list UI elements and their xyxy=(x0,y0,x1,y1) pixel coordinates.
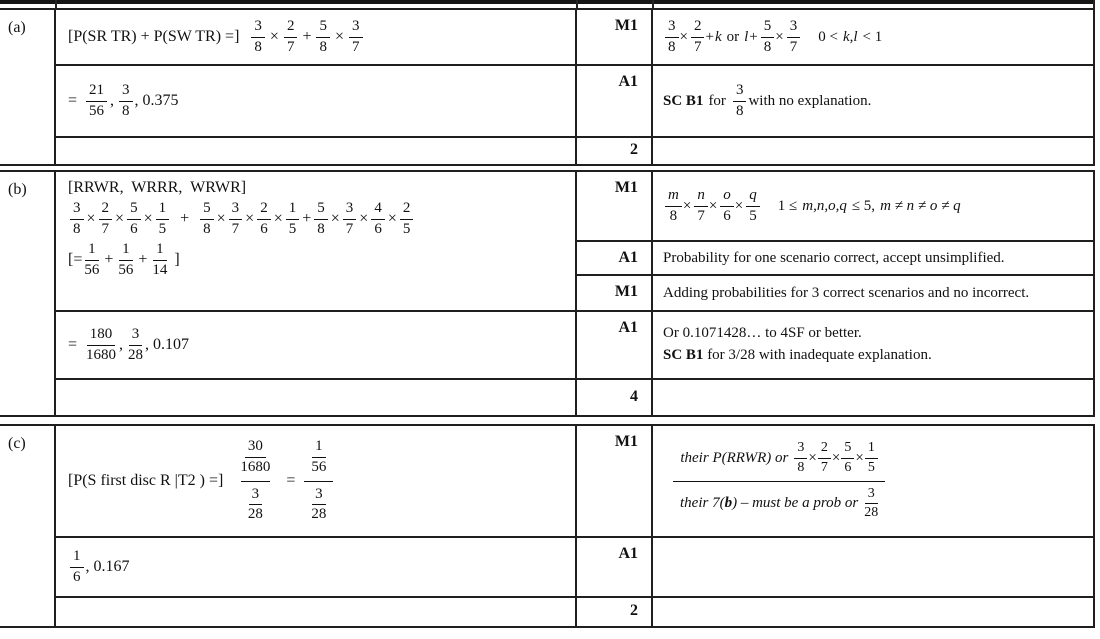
condition-text: < 1 xyxy=(862,28,883,45)
comment-lines xyxy=(663,323,932,367)
fraction xyxy=(794,441,807,476)
column-line-stub xyxy=(576,0,578,8)
numerator: 3 xyxy=(129,327,143,346)
fraction xyxy=(314,201,328,238)
big-fraction xyxy=(233,439,277,524)
working-prefix: [P(S first disc R |T2 ) =] xyxy=(68,472,224,489)
plus-operator: + xyxy=(104,251,114,269)
mark-cell: A1 xyxy=(577,310,653,378)
fraction xyxy=(733,83,747,120)
denominator: 8 xyxy=(763,38,772,55)
times-operator: × xyxy=(682,197,692,214)
condition-text: 0 < xyxy=(818,28,838,45)
variable-k: k xyxy=(714,28,722,45)
part-label-a: (a) xyxy=(0,10,56,164)
fraction xyxy=(349,19,363,56)
numerator: o xyxy=(720,188,734,207)
times-operator: × xyxy=(708,197,718,214)
decimal-value: , 0.167 xyxy=(85,558,130,575)
numerator: 3 xyxy=(249,487,263,506)
denominator: 7 xyxy=(820,459,828,475)
total-marks: 2 xyxy=(577,596,653,626)
numerator: 1 xyxy=(85,242,99,261)
column-line-stub xyxy=(55,0,57,8)
numerator: 3 xyxy=(733,83,747,102)
working-cell xyxy=(56,536,577,596)
comment-text: for 3/28 with inadequate explanation. xyxy=(707,347,932,363)
mark-cell: M1 xyxy=(577,426,653,536)
denominator: 56 xyxy=(84,261,100,278)
sum-expression xyxy=(68,242,575,279)
denominator: 5 xyxy=(867,459,875,475)
denominator: 56 xyxy=(89,102,105,119)
denominator: 8 xyxy=(797,459,805,475)
column-line-stub xyxy=(1093,0,1095,8)
comment-cell-empty xyxy=(653,596,1095,626)
table-top-edge xyxy=(0,0,1095,4)
denominator: 6 xyxy=(844,459,852,475)
fraction xyxy=(371,201,385,238)
comment-text: Adding probabilities for 3 correct scenarios and no incorrect. xyxy=(663,284,1030,301)
fraction xyxy=(286,201,300,238)
numerator: 2 xyxy=(818,441,831,459)
numerator: m xyxy=(665,188,682,207)
fraction xyxy=(284,19,298,56)
denominator: 7 xyxy=(345,220,354,237)
working-cell xyxy=(56,310,577,378)
decimal-value: , 0.375 xyxy=(134,92,179,109)
comment-text-italic: ) – must be a prob or xyxy=(732,495,859,512)
comment-cell-empty xyxy=(653,136,1095,164)
numerator: 3 xyxy=(865,487,878,505)
fraction xyxy=(156,201,170,238)
fraction xyxy=(127,201,141,238)
plus-operator: + xyxy=(138,251,148,269)
fraction xyxy=(665,19,679,56)
denominator: 8 xyxy=(319,38,327,55)
denominator: 6 xyxy=(374,220,382,237)
comment-text: Or 0.1071428… to 4SF or better. xyxy=(663,325,862,342)
numerator: 30 xyxy=(245,439,266,458)
fraction xyxy=(787,19,801,56)
section-c xyxy=(0,424,1095,628)
numerator: 1 xyxy=(153,242,167,261)
special-case-label: SC B1 xyxy=(663,92,704,109)
plus-operator: + xyxy=(302,210,312,228)
fraction xyxy=(694,188,708,225)
fraction xyxy=(865,441,878,476)
numerator: 2 xyxy=(99,201,113,220)
numerator: 4 xyxy=(371,201,385,220)
denominator: 8 xyxy=(122,102,130,119)
numerator: 5 xyxy=(314,201,328,220)
numerator: 5 xyxy=(841,441,854,459)
part-label-c: (c) xyxy=(0,426,56,626)
working-cell-empty xyxy=(56,596,577,626)
section-a xyxy=(0,8,1095,166)
numerator: 5 xyxy=(200,201,214,220)
numerator: 3 xyxy=(349,19,363,38)
numerator: 2 xyxy=(691,19,705,38)
times-operator: × xyxy=(273,210,283,228)
fraction xyxy=(311,487,326,524)
numerator: 1 xyxy=(156,201,170,220)
numerator: 3 xyxy=(229,201,243,220)
numerator: 3 xyxy=(119,83,133,102)
mark-cell: M1 xyxy=(577,274,653,310)
comment-cell-empty xyxy=(653,378,1095,415)
fraction xyxy=(84,242,99,279)
numerator: 5 xyxy=(127,201,141,220)
times-operator: × xyxy=(734,197,744,214)
times-operator: × xyxy=(216,210,226,228)
comment-text-italic: their P(RRWR) or xyxy=(680,449,789,466)
denominator: 1680 xyxy=(240,458,271,475)
plus-operator: + xyxy=(705,28,714,45)
denominator: 6 xyxy=(260,220,268,237)
times-operator: × xyxy=(855,449,864,466)
working-cell xyxy=(56,172,577,310)
numerator: 180 xyxy=(87,327,116,346)
times-operator: × xyxy=(143,210,153,228)
numerator: 3 xyxy=(787,19,801,38)
close-bracket: ] xyxy=(174,251,180,269)
comment-cell xyxy=(653,310,1095,378)
numerator: 1 xyxy=(312,439,326,458)
times-operator: × xyxy=(245,210,255,228)
denominator: 5 xyxy=(288,220,297,237)
plus-operator: + xyxy=(180,210,190,228)
fraction xyxy=(691,19,705,56)
denominator: 28 xyxy=(864,505,879,521)
numerator: 21 xyxy=(86,83,107,102)
mark-cell: M1 xyxy=(577,10,653,64)
total-marks: 4 xyxy=(577,378,653,415)
denominator: 7 xyxy=(789,38,798,55)
fraction xyxy=(400,201,414,238)
fraction xyxy=(86,83,107,120)
big-fraction xyxy=(304,439,333,524)
numerator: 3 xyxy=(794,441,807,459)
times-operator: × xyxy=(86,210,96,228)
mark-cell: A1 xyxy=(577,240,653,274)
fraction xyxy=(746,188,760,225)
comment-cell xyxy=(653,10,1095,64)
fraction xyxy=(128,327,143,364)
times-operator: × xyxy=(330,210,340,228)
denominator: 5 xyxy=(749,207,757,224)
times-operator: × xyxy=(334,28,344,45)
fraction xyxy=(665,188,682,225)
fraction xyxy=(864,487,878,522)
fraction xyxy=(257,201,271,238)
fraction xyxy=(70,201,84,238)
times-operator: × xyxy=(269,28,279,45)
fraction xyxy=(152,242,167,279)
working-cell xyxy=(56,10,577,64)
denominator: 5 xyxy=(158,220,167,237)
denominator: 8 xyxy=(735,102,744,119)
scenario-list: [RRWR, WRRR, WRWR] xyxy=(68,179,247,196)
denominator: 6 xyxy=(130,220,138,237)
denominator: 6 xyxy=(73,568,81,585)
working-cell-empty xyxy=(56,378,577,415)
fraction xyxy=(251,19,265,56)
numerator: n xyxy=(694,188,708,207)
comment-text: Probability for one scenario correct, accept unsimplified. xyxy=(663,249,1005,266)
comment-text-italic: their 7( xyxy=(680,495,725,512)
numerator: 3 xyxy=(343,201,357,220)
condition-variables: k,l xyxy=(842,28,858,45)
fraction xyxy=(118,242,133,279)
comment-cell xyxy=(653,240,1095,274)
open-bracket-equals: [= xyxy=(68,251,83,269)
times-operator: × xyxy=(775,28,784,45)
fraction xyxy=(343,201,357,238)
denominator: 28 xyxy=(128,346,144,363)
comma: , xyxy=(110,92,115,109)
comment-cell xyxy=(653,426,1095,536)
comment-cell xyxy=(653,64,1095,136)
fraction xyxy=(119,83,133,120)
numerator: 3 xyxy=(251,19,265,38)
plus-operator: + xyxy=(302,28,312,45)
times-operator: × xyxy=(808,449,817,466)
denominator: 7 xyxy=(231,220,240,237)
fraction xyxy=(240,439,270,476)
fraction xyxy=(841,441,854,476)
denominator: 7 xyxy=(693,38,702,55)
mark-cell: M1 xyxy=(577,172,653,240)
big-fraction xyxy=(673,441,885,521)
numerator: 2 xyxy=(257,201,271,220)
denominator: 8 xyxy=(668,38,676,55)
fraction xyxy=(86,327,116,364)
numerator: 3 xyxy=(312,487,326,506)
mark-cell: A1 xyxy=(577,64,653,136)
numerator: 1 xyxy=(119,242,133,261)
working-prefix: [P(SR TR) + P(SW TR) =] xyxy=(68,28,240,45)
condition-variables: m,n,o,q xyxy=(802,197,847,214)
denominator: 56 xyxy=(118,261,134,278)
comment-text: with no explanation. xyxy=(748,92,872,109)
plus-operator: + xyxy=(749,28,758,45)
part-reference-bold: b xyxy=(724,495,733,512)
comment-text: for xyxy=(708,92,726,109)
working-cell-empty xyxy=(56,136,577,164)
condition-variables: m ≠ n ≠ o ≠ q xyxy=(880,197,961,214)
fraction xyxy=(316,19,330,56)
denominator: 1680 xyxy=(86,346,117,363)
probability-expression xyxy=(68,201,575,238)
numerator: 2 xyxy=(400,201,414,220)
fraction xyxy=(818,441,831,476)
times-operator: × xyxy=(679,28,688,45)
equals-sign: = xyxy=(68,92,78,109)
comment-cell xyxy=(653,274,1095,310)
working-cell xyxy=(56,426,577,536)
condition-text: ≤ 5, xyxy=(851,197,876,214)
denominator: 6 xyxy=(723,207,731,224)
numerator: 1 xyxy=(70,549,84,568)
comment-cell xyxy=(653,172,1095,240)
numerator: 5 xyxy=(316,19,330,38)
denominator: 56 xyxy=(311,458,327,475)
numerator: 3 xyxy=(665,19,679,38)
times-operator: × xyxy=(387,210,397,228)
or-word: or xyxy=(726,28,740,45)
fraction xyxy=(761,19,775,56)
denominator: 8 xyxy=(669,207,678,224)
fraction xyxy=(311,439,326,476)
comma: , xyxy=(119,336,124,353)
numerator: 1 xyxy=(286,201,300,220)
comment-cell-empty xyxy=(653,536,1095,596)
numerator: 5 xyxy=(761,19,775,38)
variable-l: l xyxy=(744,28,749,45)
equals-sign: = xyxy=(286,472,296,489)
fraction xyxy=(720,188,734,225)
times-operator: × xyxy=(831,449,841,466)
denominator: 14 xyxy=(152,261,168,278)
working-cell xyxy=(56,64,577,136)
special-case-label: SC B1 xyxy=(663,347,704,363)
denominator: 28 xyxy=(247,506,263,523)
condition-text: 1 ≤ xyxy=(777,197,798,214)
denominator: 5 xyxy=(402,220,411,237)
times-operator: × xyxy=(115,210,125,228)
fraction xyxy=(229,201,243,238)
times-operator: × xyxy=(359,210,369,228)
comment-text xyxy=(663,345,932,367)
denominator: 7 xyxy=(697,207,705,224)
denominator: 8 xyxy=(73,220,81,237)
numerator: 2 xyxy=(284,19,298,38)
mark-cell: A1 xyxy=(577,536,653,596)
denominator: 8 xyxy=(317,220,325,237)
denominator: 8 xyxy=(254,38,262,55)
denominator: 7 xyxy=(101,220,110,237)
denominator: 7 xyxy=(286,38,295,55)
total-marks: 2 xyxy=(577,136,653,164)
fraction xyxy=(70,549,84,586)
column-line-stub xyxy=(652,0,654,8)
fraction xyxy=(248,487,263,524)
part-label-b: (b) xyxy=(0,172,56,415)
numerator: q xyxy=(746,188,760,207)
section-b xyxy=(0,170,1095,417)
denominator: 7 xyxy=(352,38,360,55)
fraction xyxy=(99,201,113,238)
numerator: 3 xyxy=(70,201,84,220)
decimal-value: , 0.107 xyxy=(145,336,190,353)
denominator: 8 xyxy=(203,220,211,237)
fraction xyxy=(200,201,214,238)
equals-sign: = xyxy=(68,336,78,353)
numerator: 1 xyxy=(865,441,878,459)
denominator: 28 xyxy=(311,506,327,523)
